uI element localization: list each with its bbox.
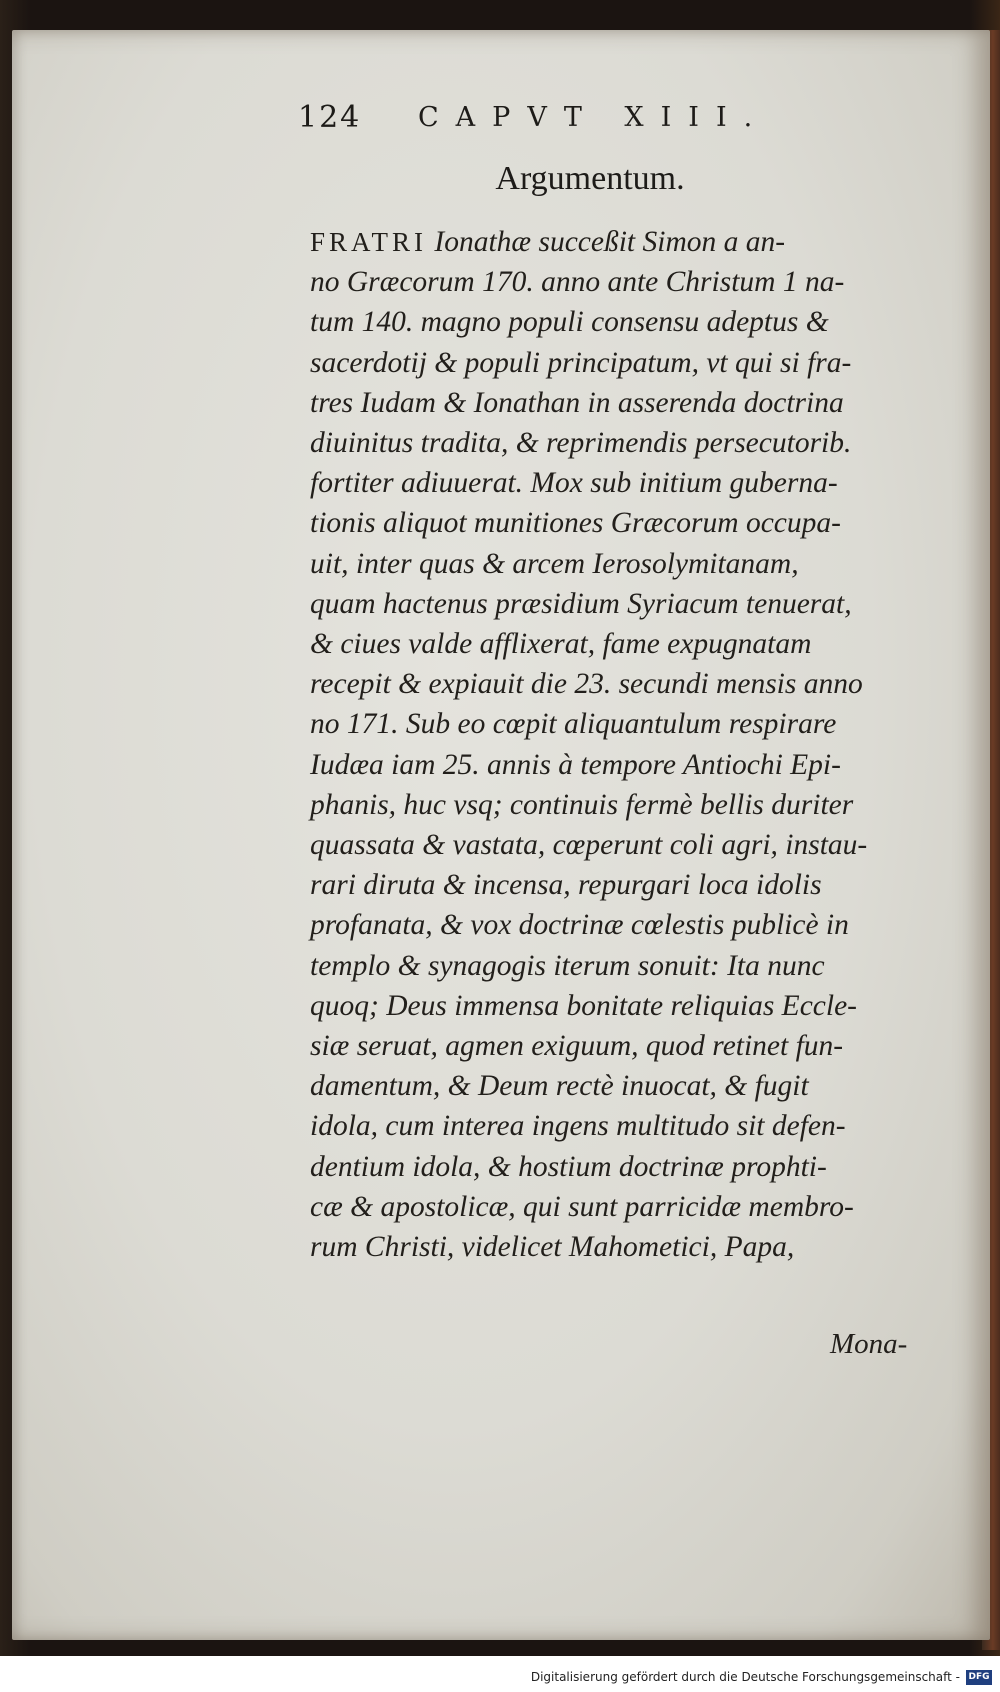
text-line: damentum, & Deum rectè inuocat, & fugit [310,1070,809,1103]
text-line: tum 140. magno populi consensu adeptus & [310,306,829,339]
body-text [310,222,950,1267]
text-line: quassata & vastata, cœperunt coli agri, instau- [310,829,868,862]
section-heading: Argumentum. [495,160,685,197]
funding-credit: Digitalisierung gefördert durch die Deutsche Forschungsgemeinschaft - [530,1670,960,1684]
text-line: idola, cum interea ingens multitudo sit defen- [310,1110,846,1143]
running-head [298,100,858,144]
footer-bar [0,1656,1000,1692]
text-line: Iudæa iam 25. annis à tempore Antiochi Epi- [310,748,841,781]
text-line: rari diruta & incensa, repurgari loca idolis [310,869,822,902]
first-word: FRATRI [310,227,428,257]
text-line: diuinitus tradita, & reprimendis persecutorib. [310,427,852,460]
text-line: profanata, & vox doctrinæ cœlestis publicè in [310,909,849,942]
text-line: templo & synagogis iterum sonuit: Ita nunc [310,949,825,982]
text-line-1: FRATRI Ionathæ succeßit Simon a an- [310,226,786,258]
text-line: phanis, huc vsq; continuis fermè bellis duriter [310,788,854,821]
text-line: cæ & apostolicæ, qui sunt parricidæ membro- [310,1190,854,1223]
text-line: quoq; Deus immensa bonitate reliquias Eccle- [310,989,858,1022]
text-line: & ciues valde afflixerat, fame expugnatam [310,628,812,661]
text-line: tres Iudam & Ionathan in asserenda doctrina [310,386,844,419]
text-line: no Græcorum 170. anno ante Christum 1 na- [310,266,845,299]
page-number: 124 [298,100,362,135]
text-line: quam hactenus præsidium Syriacum tenuerat, [310,587,852,620]
text-line: rum Christi, videlicet Mahometici, Papa, [310,1231,795,1264]
chapter-title: CAPVT XIII. [418,102,770,133]
text-line: recepit & expiauit die 23. secundi mensis anno [310,668,863,701]
text-line: no 171. Sub eo cœpit aliquantulum respirare [310,708,837,741]
text-line: dentium idola, & hostium doctrinæ prophti- [310,1150,827,1183]
text-line: fortiter adiuuerat. Mox sub initium guberna- [310,467,838,500]
text-line: siæ seruat, agmen exiguum, quod retinet fun- [310,1030,844,1063]
text-line: tionis aliquot munitiones Græcorum occupa- [310,507,841,540]
catchword: Mona- [830,1328,908,1360]
text-line: sacerdotij & populi principatum, vt qui si fra- [310,346,852,379]
text-line: uit, inter quas & arcem Ierosolymitanam, [310,547,799,580]
dfg-logo-icon: DFG [966,1670,992,1685]
